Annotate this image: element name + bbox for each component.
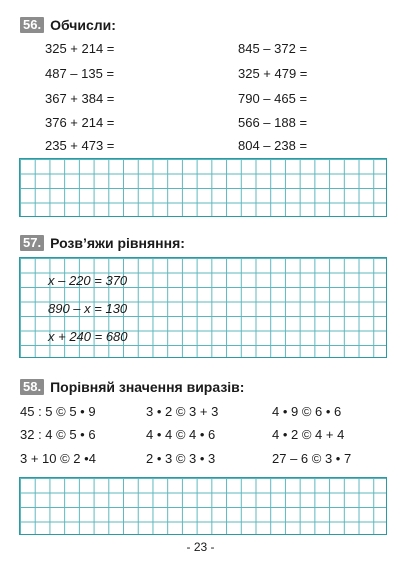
task-58-header <box>20 379 244 395</box>
task-title: Обчисли: <box>50 17 116 33</box>
equation: x – 220 = 370 <box>48 273 128 288</box>
expression: 325 + 479 = <box>238 66 308 81</box>
comparison: 27 – 6 © 3 • 7 <box>272 451 352 466</box>
expression: 790 – 465 = <box>238 91 308 106</box>
task-number-badge: 58. <box>20 379 44 395</box>
task-number-badge: 56. <box>20 17 44 33</box>
comparison: 3 + 10 © 2 •4 <box>20 451 96 466</box>
answer-grid-58[interactable] <box>19 477 387 535</box>
expression: 845 – 372 = <box>238 41 308 56</box>
expression: 325 + 214 = <box>45 41 115 56</box>
comparison: 4 • 9 © 6 • 6 <box>272 404 342 419</box>
task-title: Розв’яжи рівняння: <box>50 235 185 251</box>
comparison: 3 • 2 © 3 + 3 <box>146 404 219 419</box>
comparison: 45 : 5 © 5 • 9 <box>20 404 96 419</box>
task-56-header <box>20 17 116 33</box>
expression: 487 – 135 = <box>45 66 115 81</box>
task-57-header <box>20 235 185 251</box>
expression: 804 – 238 = <box>238 138 308 153</box>
comparison: 32 : 4 © 5 • 6 <box>20 427 96 442</box>
comparison: 4 • 4 © 4 • 6 <box>146 427 216 442</box>
page-number: - 23 - <box>186 540 215 554</box>
equation: 890 – x = 130 <box>48 301 128 316</box>
expression: 367 + 384 = <box>45 91 115 106</box>
comparison: 2 • 3 © 3 • 3 <box>146 451 216 466</box>
expression: 566 – 188 = <box>238 115 308 130</box>
answer-grid-56[interactable] <box>19 158 387 217</box>
task-number-badge: 57. <box>20 235 44 251</box>
expression: 235 + 473 = <box>45 138 115 153</box>
comparison: 4 • 2 © 4 + 4 <box>272 427 345 442</box>
task-title: Порівняй значення виразів: <box>50 379 245 395</box>
equation: x + 240 = 680 <box>48 329 128 344</box>
expression: 376 + 214 = <box>45 115 115 130</box>
